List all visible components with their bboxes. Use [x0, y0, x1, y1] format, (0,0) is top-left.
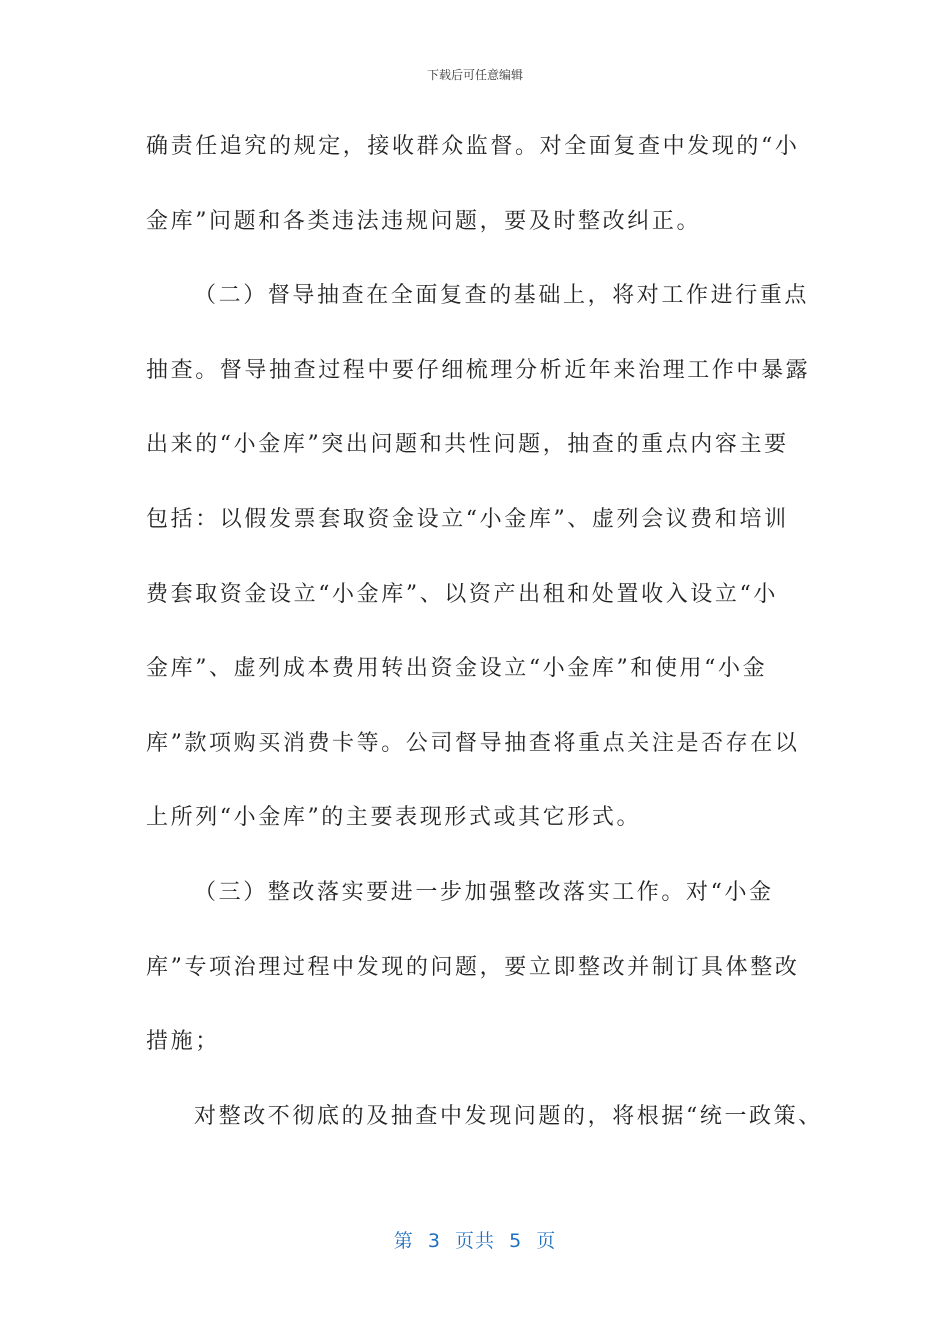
text-line: 上所列“小金库”的主要表现形式或其它形式。: [146, 805, 642, 831]
text-line: 抽查。督导抽查过程中要仔细梳理分析近年来治理工作中暴露: [146, 357, 811, 383]
text-line: 包括：以假发票套取资金设立“小金库”、虚列会议费和培训: [146, 506, 789, 532]
page-number-footer: 第 3 页共 5 页: [393, 1230, 557, 1252]
text-line: 库”专项治理过程中发现的问题，要立即整改并制订具体整改: [146, 954, 800, 980]
document-body: [146, 110, 823, 1154]
text-line: （二）督导抽查在全面复查的基础上，将对工作进行重点: [194, 283, 810, 309]
text-line: （三）整改落实要进一步加强整改落实工作。对“小金: [194, 879, 774, 905]
text-line: 出来的“小金库”突出问题和共性问题，抽查的重点内容主要: [146, 432, 789, 458]
text-line: 库”款项购买消费卡等。公司督导抽查将重点关注是否存在以: [146, 730, 800, 756]
page-header: 下载后可任意编辑: [426, 68, 523, 82]
text-line: 金库”、虚列成本费用转出资金设立“小金库”和使用“小金: [146, 656, 768, 682]
text-line: 费套取资金设立“小金库”、以资产出租和处置收入设立“小: [146, 581, 778, 607]
text-line: 确责任追究的规定，接收群众监督。对全面复查中发现的“小: [146, 134, 800, 159]
text-line: 金库”问题和各类违法违规问题，要及时整改纠正。: [146, 208, 702, 234]
text-line: 对整改不彻底的及抽查中发现问题的，将根据“统一政策、: [194, 1103, 823, 1129]
text-line: 措施；: [146, 1029, 220, 1055]
